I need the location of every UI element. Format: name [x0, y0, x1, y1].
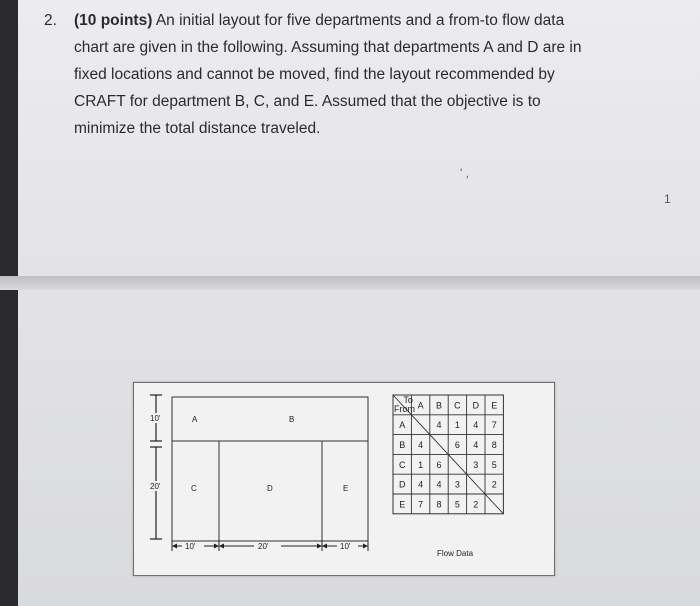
- flow-cell: 8: [491, 440, 497, 450]
- flow-cell: 7: [491, 420, 497, 431]
- flow-cell: 2: [473, 499, 479, 510]
- stray-marks: ' ,: [460, 166, 469, 180]
- flow-cell: 1: [418, 459, 424, 470]
- col-header: B: [435, 400, 443, 411]
- corner-from-label: From: [394, 403, 415, 414]
- flow-cell: 4: [418, 479, 424, 490]
- flow-cell: 2: [491, 479, 497, 490]
- dim-top-height: 10': [150, 414, 161, 423]
- dimension-arrows: [172, 544, 368, 549]
- layout-outline: [172, 397, 368, 541]
- col-header: E: [491, 400, 498, 411]
- flow-cell: 5: [454, 499, 460, 510]
- question-line-5: minimize the total distance traveled.: [74, 120, 321, 137]
- dept-b-label: B: [289, 415, 295, 424]
- diagonal-cell: [467, 474, 485, 494]
- dim-width-3: 10': [340, 542, 351, 551]
- row-header: B: [399, 440, 406, 450]
- diagonal-cell: [411, 415, 429, 435]
- row-header: E: [399, 499, 406, 510]
- diagonal-cell: [485, 494, 503, 514]
- dept-e-label: E: [343, 484, 349, 493]
- question-line-2: chart are given in the following. Assuming that departments A and D are in: [74, 39, 582, 56]
- flow-cell: 6: [454, 440, 460, 450]
- flow-cell: 5: [491, 459, 497, 470]
- col-header: D: [472, 400, 480, 411]
- flow-cell: 4: [473, 420, 479, 431]
- layout-diagram: [172, 397, 368, 541]
- question-line-1: [74, 7, 694, 34]
- row-header: A: [399, 420, 406, 431]
- row-header: D: [398, 479, 406, 490]
- question-block: [44, 7, 694, 142]
- flow-table: [393, 395, 503, 514]
- flow-cell: 6: [436, 459, 442, 470]
- flow-caption: Flow Data: [437, 549, 474, 558]
- col-header: C: [454, 400, 461, 411]
- flow-cell: 3: [454, 479, 460, 490]
- flow-cell: 1: [454, 420, 460, 431]
- question-line-1-text: An initial layout for five departments and a from-to flow data: [152, 12, 565, 29]
- dept-d-label: D: [267, 484, 273, 493]
- layout-labels: [191, 415, 348, 493]
- question-line-4: CRAFT for department B, C, and E. Assumed that the objective is to: [74, 93, 541, 110]
- flow-cell: 4: [473, 440, 479, 450]
- col-header: A: [417, 400, 424, 411]
- figure-panel: [133, 382, 555, 576]
- page-divider: [0, 276, 700, 290]
- flow-cell: 3: [473, 459, 479, 470]
- corner-to-label: To: [403, 395, 413, 405]
- dim-bottom-height: 20': [150, 482, 161, 491]
- dim-width-1: 10': [185, 542, 196, 551]
- diagonal-cell: [430, 435, 448, 455]
- dim-width-2: 20': [258, 542, 269, 551]
- flow-cell: 7: [418, 499, 424, 510]
- horizontal-dimensions: [172, 540, 368, 551]
- flow-cell: 8: [436, 499, 442, 510]
- dept-c-label: C: [191, 484, 197, 493]
- page-number: 1: [664, 192, 671, 206]
- figure-svg: [134, 383, 554, 575]
- diagonal-cell: [448, 454, 466, 474]
- row-header: C: [398, 459, 406, 470]
- flow-cell: 4: [436, 479, 442, 490]
- flow-cell: 4: [418, 440, 424, 450]
- flow-cell: 4: [436, 420, 442, 431]
- question-points: (10 points): [74, 12, 153, 29]
- question-line-3: fixed locations and cannot be moved, find the layout recommended by: [74, 66, 555, 83]
- question-number: 2.: [44, 12, 57, 29]
- dept-a-label: A: [192, 415, 198, 424]
